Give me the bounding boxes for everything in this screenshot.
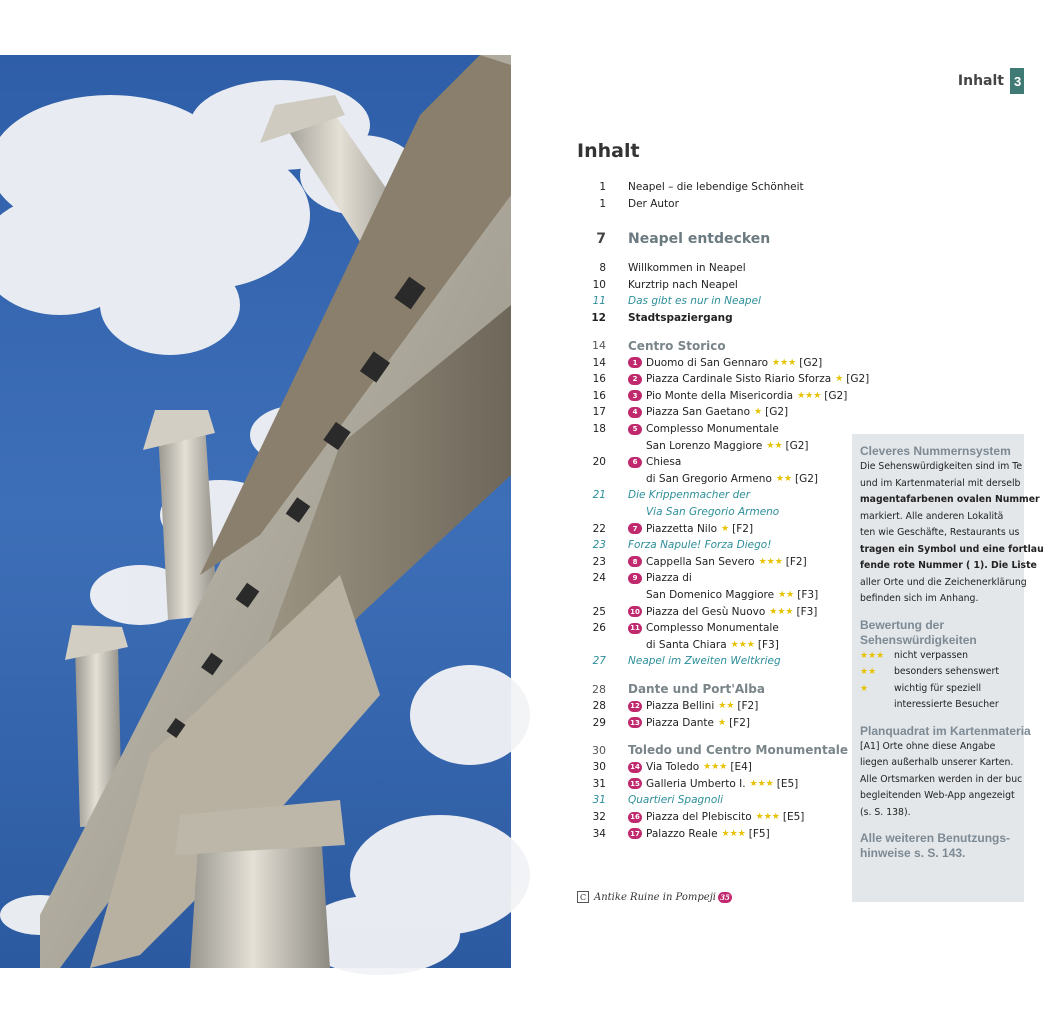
map-grid-ref: [F2]	[732, 522, 754, 535]
toc-entry-text: Chiesa	[646, 456, 682, 469]
toc-entry	[586, 293, 761, 309]
toc-entry-text: Stadtspaziergang	[628, 312, 733, 324]
map-grid-ref: [G2]	[799, 356, 823, 369]
sight-number-badge: 10	[628, 606, 642, 617]
sight-number-badge: 7	[628, 523, 642, 534]
toc-page-number: 12	[591, 312, 606, 324]
photo-caption	[577, 891, 736, 903]
toc-title: Inhalt	[577, 140, 640, 162]
bewertung-title-2: Sehenswürdigkeiten	[860, 632, 977, 647]
toc-entry-text: San Domenico Maggiore	[646, 589, 775, 601]
plan-title: Planquadrat im Kartenmateria	[860, 723, 1031, 738]
toc-page-number: 28	[592, 682, 606, 696]
sight-number-badge: 16	[628, 812, 642, 823]
map-grid-ref: [E4]	[730, 761, 752, 774]
toc-entry	[586, 438, 809, 454]
rating-stars-icon: ★★★	[721, 828, 746, 839]
rating-stars-icon: ★	[835, 374, 844, 385]
toc-page-number: 27	[592, 655, 606, 668]
map-grid-ref: [G2]	[765, 406, 789, 419]
map-grid-ref: [F2]	[785, 555, 807, 568]
nummern-text	[860, 459, 1060, 608]
toc-entry	[586, 587, 818, 603]
toc-entry	[586, 277, 738, 293]
header-section-label: Inhalt	[957, 73, 1004, 89]
nummern-line: aller Orte und die Zeichenerklärung	[860, 576, 1027, 588]
toc-page-number: 11	[592, 295, 606, 308]
plan-line: liegen außerhalb unserer Karten.	[860, 757, 1014, 768]
toc-entry-text: Piazzetta Nilo	[646, 522, 718, 535]
legend-text: wichtig für speziell	[894, 682, 982, 694]
sight-number-badge: 14	[628, 762, 642, 773]
nummern-block	[860, 444, 1060, 608]
rating-legend-row	[860, 681, 1060, 698]
nummern-line: markiert. Alle anderen Lokalitä	[860, 510, 1004, 522]
rating-stars-icon: ★★	[718, 701, 735, 711]
toc-entry-text: Die Krippenmacher der	[628, 489, 751, 502]
toc-page-number: 29	[592, 716, 606, 729]
columns-illustration	[0, 55, 511, 968]
hint-block	[860, 831, 1060, 861]
toc-entry-text: di Santa Chiara	[646, 638, 727, 651]
map-grid-ref: [E5]	[782, 811, 805, 823]
legend-stars-icon	[860, 697, 894, 714]
toc-entry-text: Via San Gregorio Armeno	[646, 506, 780, 518]
rating-stars-icon: ★★	[766, 440, 783, 451]
toc-page-number: 23	[592, 555, 606, 568]
map-grid-ref: [F3]	[757, 638, 779, 651]
toc-entry	[586, 826, 770, 842]
toc-page-number: 26	[592, 622, 606, 635]
toc-page-number: 10	[592, 278, 606, 291]
toc-page-number: 24	[592, 572, 606, 585]
plan-line: Alle Ortsmarken werden in der buc	[860, 773, 1023, 785]
toc-page-number: 21	[592, 489, 606, 502]
toc-entry	[586, 792, 723, 808]
bewertung-title-1: Bewertung der	[860, 617, 945, 632]
rating-stars-icon: ★★★	[797, 390, 822, 401]
toc-entry-text: Galleria Umberto I.	[646, 777, 746, 790]
toc-entry-text: Centro Storico	[628, 338, 726, 353]
toc-entry	[586, 680, 765, 698]
map-grid-ref: [E5]	[776, 777, 799, 790]
map-grid-ref: [F3]	[796, 605, 818, 618]
sight-number-badge: 1	[628, 357, 642, 368]
rating-stars-icon: ★★★	[769, 606, 794, 617]
nummern-line: tragen ein Symbol und eine fortlau	[860, 543, 1044, 555]
toc-entry-text: Kurztrip nach Neapel	[628, 278, 738, 291]
nummern-line: ten wie Geschäfte, Restaurants us	[860, 527, 1020, 538]
nummern-line: befinden sich im Anhang.	[860, 593, 979, 604]
toc-entry-text: Piazza del Plebiscito	[646, 811, 752, 823]
toc-page-number: 22	[592, 522, 606, 535]
toc-entry	[586, 776, 798, 792]
sight-number-badge: 13	[628, 717, 642, 728]
toc-entry	[586, 260, 746, 276]
toc-entry	[586, 809, 804, 825]
sight-number-badge: 12	[628, 701, 642, 712]
rating-legend-row	[860, 697, 1060, 714]
toc-entry	[586, 371, 869, 387]
map-grid-ref: [G2]	[846, 373, 870, 386]
toc-entry	[586, 504, 779, 520]
toc-entry-text: Pio Monte della Misericordia	[646, 389, 794, 402]
rating-stars-icon: ★★★	[772, 357, 797, 368]
toc-page-number: 14	[592, 339, 606, 353]
toc-page-number: 8	[599, 262, 606, 275]
toc-entry-text: Via Toledo	[646, 761, 700, 774]
hint-line-2: hinweise s. S. 143.	[860, 846, 966, 860]
toc-page-number: 20	[592, 456, 606, 469]
toc-entry	[586, 196, 679, 212]
legend-stars-icon: ★	[860, 683, 869, 694]
plan-line: begleitenden Web-App angezeigt	[860, 790, 1015, 801]
plan-block	[860, 724, 1060, 822]
sight-number-badge: 4	[628, 407, 642, 418]
rating-stars-icon: ★★	[775, 473, 793, 484]
toc-entry-text: Forza Napule! Forza Diego!	[628, 539, 772, 552]
toc-entry-text: Complesso Monumentale	[646, 622, 779, 635]
toc-entry	[586, 604, 817, 620]
toc-entry-text: Neapel entdecken	[628, 231, 771, 248]
nummern-line: magentafarbenen ovalen Nummer	[860, 494, 1040, 505]
toc-entry-text: Neapel im Zweiten Weltkrieg	[628, 655, 781, 668]
toc-entry	[586, 521, 753, 537]
sight-number-badge: 11	[628, 623, 642, 634]
toc-entry-text: Palazzo Reale	[646, 827, 718, 840]
toc-entry-text: di San Gregorio Armeno	[646, 472, 772, 485]
toc-entry-text: Piazza Dante	[646, 716, 714, 729]
toc-entry	[586, 620, 779, 636]
toc-entry-text: Piazza del Gesù Nuovo	[646, 605, 766, 618]
toc-page-number: 1	[599, 197, 606, 210]
sight-number-badge: 8	[628, 556, 642, 567]
toc-entry	[586, 310, 733, 326]
legend-text: interessierte Besucher	[894, 699, 999, 710]
toc-page-number: 25	[592, 605, 606, 618]
toc-page-number: 32	[592, 811, 606, 823]
caption-icon: C	[577, 891, 589, 903]
toc-entry	[586, 404, 788, 420]
hint-line-1: Alle weiteren Benutzungs-	[860, 831, 1011, 845]
nummern-title: Cleveres Nummernsystem	[860, 444, 1011, 458]
toc-entry-text: Piazza Cardinale Sisto Riario Sforza	[646, 373, 832, 386]
toc-entry	[586, 388, 847, 404]
toc-entry-text: Dante und Port'Alba	[628, 682, 765, 696]
toc-entry	[586, 759, 752, 775]
toc-entry-text: Piazza di	[646, 572, 692, 585]
bewertung-block	[860, 618, 1060, 714]
toc-entry-text: Cappella San Severo	[646, 555, 755, 568]
sight-number-badge: 2	[628, 374, 642, 385]
info-box	[852, 434, 1044, 902]
toc-entry	[586, 355, 822, 371]
toc-entry	[586, 179, 804, 195]
map-grid-ref: [G2]	[785, 439, 809, 452]
rating-stars-icon: ★★★	[730, 639, 755, 650]
plan-line: [A1] Orte ohne diese Angabe	[860, 740, 996, 752]
sight-number-badge: 6	[628, 457, 642, 468]
map-grid-ref: [F3]	[797, 589, 819, 601]
rating-stars-icon: ★★★	[703, 762, 728, 773]
toc-page-number: 30	[592, 761, 606, 774]
toc-entry	[586, 715, 750, 731]
toc-entry-text: Quartieri Spagnoli	[628, 794, 724, 807]
toc-page-number: 7	[596, 231, 606, 248]
plan-line: (s. S. 138).	[860, 806, 911, 818]
nummern-line: und im Kartenmaterial mit derselb	[860, 477, 1021, 489]
toc-entry	[586, 421, 779, 437]
caption-badge: 35	[718, 892, 732, 903]
legend-text: nicht verpassen	[894, 649, 969, 661]
toc-entry-text: Duomo di San Gennaro	[646, 356, 769, 369]
sight-number-badge: 15	[628, 778, 642, 789]
toc-entry-text: Piazza Bellini	[646, 700, 715, 712]
toc-page-number: 16	[592, 389, 606, 402]
toc-page-number: 16	[592, 373, 606, 386]
toc-entry	[586, 698, 758, 714]
toc-entry	[586, 471, 818, 487]
rating-stars-icon: ★★	[778, 590, 795, 600]
toc-entry	[586, 570, 692, 586]
page-number: 3	[1010, 68, 1024, 94]
toc-page-number: 28	[592, 700, 606, 712]
map-grid-ref: [F2]	[737, 700, 759, 712]
map-grid-ref: [G2]	[795, 472, 819, 485]
map-grid-ref: [G2]	[824, 389, 848, 402]
running-header	[958, 68, 1024, 94]
toc-entry	[586, 454, 681, 470]
legend-stars-icon: ★★★	[860, 650, 885, 661]
rating-stars-icon: ★	[721, 523, 730, 534]
sight-number-badge: 9	[628, 573, 642, 584]
toc-entry-text: Toledo und Centro Monumentale	[628, 743, 849, 758]
legend-stars-icon: ★★	[860, 667, 877, 677]
rating-stars-icon: ★	[754, 407, 763, 418]
rating-stars-icon: ★★★	[758, 556, 783, 567]
sight-number-badge: 17	[628, 828, 642, 839]
rating-list	[860, 648, 1060, 714]
ruins-photo	[0, 55, 511, 968]
sight-number-badge: 5	[628, 424, 642, 435]
rating-stars-icon: ★★★	[749, 778, 774, 789]
toc-entry-text: Neapel – die lebendige Schönheit	[628, 181, 804, 193]
toc-entry	[586, 653, 781, 669]
toc-page-number: 34	[592, 827, 606, 840]
nummern-line: Die Sehenswürdigkeiten sind im Te	[860, 461, 1023, 472]
rating-stars-icon: ★	[718, 717, 727, 728]
toc-page-number: 30	[592, 743, 606, 757]
toc-entry-text: San Lorenzo Maggiore	[646, 439, 763, 452]
toc-entry	[586, 337, 726, 355]
toc-page-number: 14	[592, 356, 606, 369]
toc-entry	[586, 637, 779, 653]
toc-entry	[586, 554, 807, 570]
map-grid-ref: [F2]	[729, 716, 750, 729]
plan-text	[860, 739, 1060, 822]
rating-legend-row	[860, 664, 1060, 681]
toc-entry	[586, 537, 771, 553]
toc-page-number: 31	[592, 794, 606, 807]
toc-entry-text: Piazza San Gaetano	[646, 406, 751, 419]
toc-entry	[586, 228, 770, 250]
map-grid-ref: [F5]	[748, 827, 770, 840]
sight-number-badge: 3	[628, 390, 642, 401]
rating-stars-icon: ★★★	[755, 812, 780, 822]
toc-entry	[586, 487, 750, 503]
toc-page-number: 23	[592, 539, 606, 552]
toc-page-number: 18	[592, 423, 606, 435]
rating-legend-row	[860, 648, 1060, 665]
toc-entry-text: Willkommen in Neapel	[628, 262, 746, 275]
toc-page-number: 1	[599, 181, 606, 193]
legend-text: besonders sehenswert	[894, 666, 999, 677]
toc-page-number: 17	[592, 406, 606, 419]
toc-entry	[586, 741, 848, 759]
nummern-line: fende rote Nummer ( 1). Die Liste	[860, 560, 1037, 571]
caption-text: Antike Ruine in Pompeji	[594, 891, 717, 903]
toc-page-number: 31	[592, 777, 606, 790]
toc-entry-text: Der Autor	[628, 197, 679, 210]
toc-entry-text: Das gibt es nur in Neapel	[628, 295, 761, 308]
toc-entry-text: Complesso Monumentale	[646, 423, 779, 435]
